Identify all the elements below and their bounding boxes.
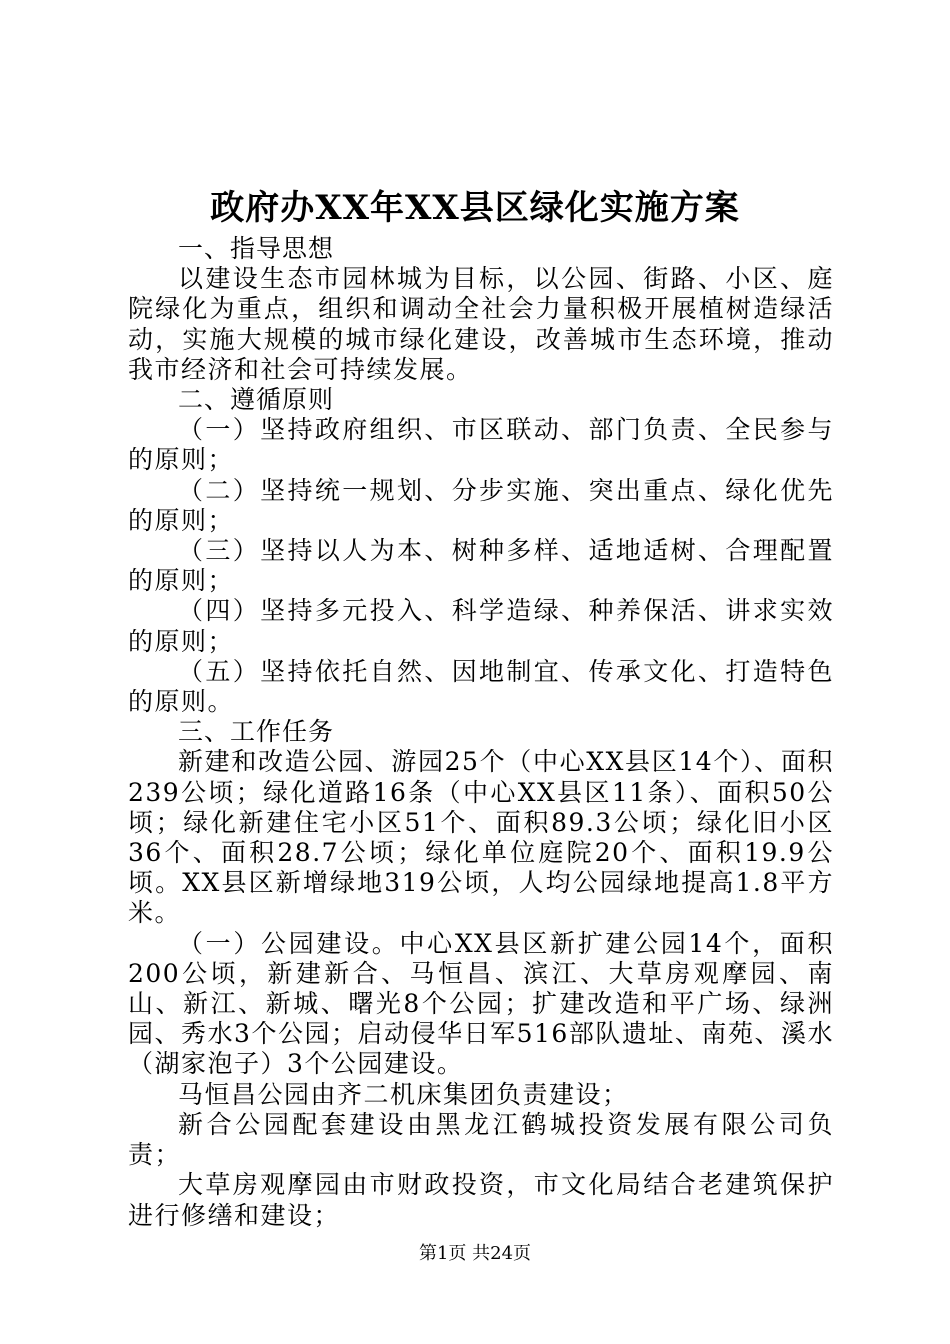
paragraph: （二）坚持统一规划、分步实施、突出重点、绿化优先的原则； <box>128 475 834 535</box>
paragraph: （五）坚持依托自然、因地制宜、传承文化、打造特色的原则。 <box>128 656 834 717</box>
page-number-footer: 第1页 共24页 <box>418 1243 532 1264</box>
section-heading: 三、工作任务 <box>178 717 335 747</box>
paragraph: 以建设生态市园林城为目标，以公园、街路、小区、庭院绿化为重点，组织和调动全社会力量积极开展植树造绿活动，实施大规模的城市绿化建设，改善城市生态环境，推动我市经济和社会可持续发展。 <box>128 264 834 384</box>
paragraph: 大草房观摩园由市财政投资，市文化局结合老建筑保护进行修缮和建设； <box>128 1170 834 1230</box>
document-body <box>128 234 834 1231</box>
paragraph: 马恒昌公园由齐二机床集团负责建设； <box>178 1079 629 1109</box>
section-heading: 一、指导思想 <box>178 234 335 263</box>
section-heading: 二、遵循原则 <box>178 385 335 415</box>
paragraph: （一）坚持政府组织、市区联动、部门负责、全民参与的原则； <box>128 415 834 475</box>
paragraph: 新合公园配套建设由黑龙江鹤城投资发展有限公司负责； <box>128 1109 834 1170</box>
paragraph: （一）公园建设。中心XX县区新扩建公园14个，面积200公顷，新建新合、马恒昌、滨江、大草房观摩园、南山、新江、新城、曙光8个公园；扩建改造和平广场、绿洲园、秀水3个公园；启动侵华日军516部队遗址、南苑、溪水（湖家泡子）3个公园建设。 <box>128 928 834 1079</box>
paragraph: （四）坚持多元投入、科学造绿、种养保活、讲求实效的原则； <box>128 596 834 656</box>
paragraph: 新建和改造公园、游园25个（中心XX县区14个）、面积239公顷；绿化道路16条（中心XX县区11条）、面积50公顷；绿化新建住宅小区51个、面积89.3公顷；绿化旧小区36个、面积28.7公顷；绿化单位庭院20个、面积19.9公顷。XX县区新增绿地319公顷，人均公园绿地提高1.8平方米。 <box>128 747 834 928</box>
document-title: 政府办XX年XX县区绿化实施方案 <box>210 188 740 228</box>
paragraph: （三）坚持以人为本、树种多样、适地适树、合理配置的原则； <box>128 536 834 596</box>
